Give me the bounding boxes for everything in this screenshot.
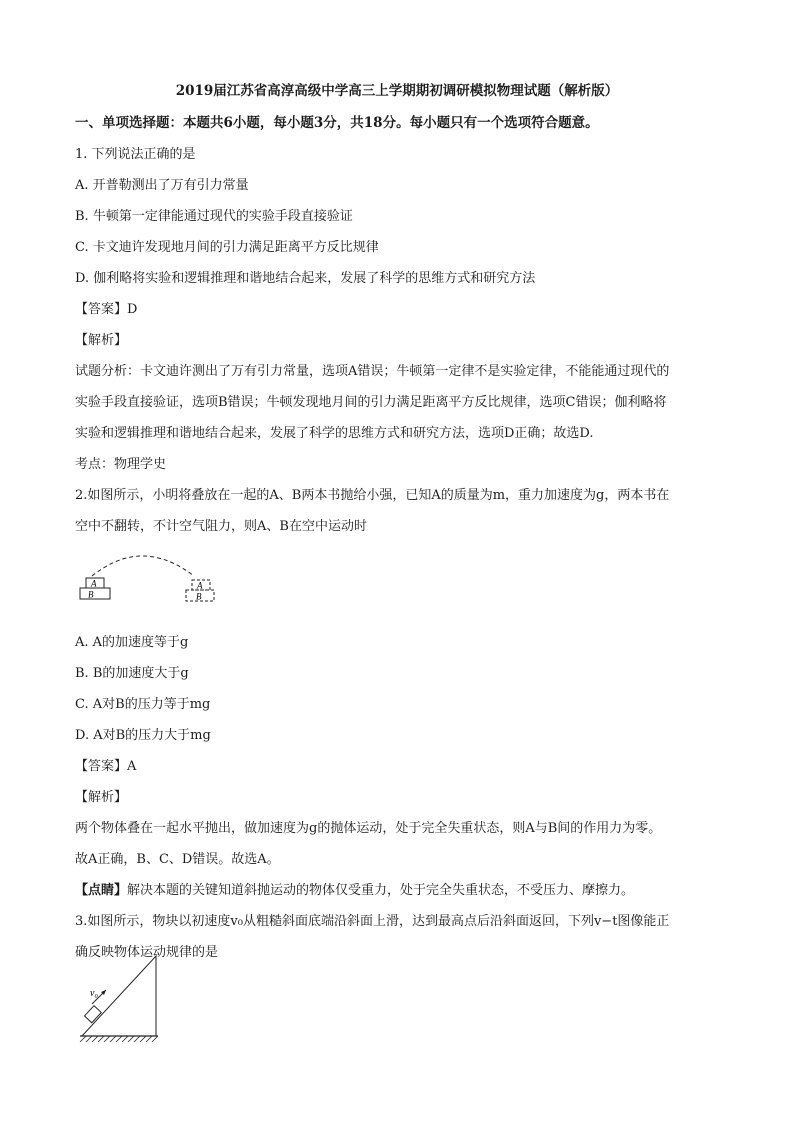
q2-figure-books-thrown [72, 550, 222, 610]
q2-analysis-line: 两个物体叠在一起水平抛出，做加速度为g的抛体运动，处于完全失重状态，则A与B间的作用力为零。 [75, 821, 662, 836]
q2-dianjing [75, 882, 634, 900]
q1-analysis-line: 实验手段直接验证，选项B错误；牛顿发现地月间的引力满足距离平方反比规律，选项C错误；伽利略将 [75, 395, 667, 410]
q2-option-c: C. A对B的压力等于mg [75, 697, 211, 712]
q2-stem-line: 2.如图所示，小明将叠放在一起的A、B两本书抛给小强，已知A的质量为m，重力加速度为g，两本书在 [75, 488, 670, 503]
q1-stem: 1. 下列说法正确的是 [75, 147, 196, 162]
book-b-start [80, 588, 110, 599]
q2-answer: 【答案】A [75, 759, 137, 774]
q1-answer: 【答案】D [75, 302, 138, 317]
q2-stem-line: 空中不翻转，不计空气阻力，则A、B在空中运动时 [75, 519, 367, 534]
q1-analysis-label: 【解析】 [75, 333, 128, 348]
q2-analysis-label: 【解析】 [75, 790, 128, 805]
q1-option-d: D. 伽利略将实验和逻辑推理和谐地结合起来，发展了科学的思维方式和研究方法 [75, 271, 536, 286]
q1-option-c: C. 卡文迪许发现地月间的引力满足距离平方反比规律 [75, 240, 379, 255]
q2-analysis-line: 故A正确，B、C、D错误。故选A。 [75, 852, 280, 867]
q3-stem-line: 3.如图所示，物块以初速度v₀从粗糙斜面底端沿斜面上滑，达到最高点后沿斜面返回，下列v−t图像能正 [75, 914, 670, 929]
ground-hatch [80, 1036, 158, 1042]
label-b-start: B [88, 589, 94, 600]
q2-dianjing-label: 【点睛】 [75, 883, 128, 898]
block [84, 1006, 101, 1023]
label-a-end: A [197, 580, 203, 591]
q3-stem-line: 确反映物体运动规律的是 [75, 945, 219, 960]
section-heading: 一、单项选择题：本题共6小题，每小题3分，共18分。每小题只有一个选项符合题意。 [75, 115, 599, 131]
label-b-end: B [196, 591, 202, 602]
q1-analysis-line: 试题分析：卡文迪许测出了万有引力常量，选项A错误；牛顿第一定律不是实验定律，不能能通过现代的 [75, 364, 670, 379]
q2-option-b: B. B的加速度大于g [75, 666, 189, 681]
q2-option-d: D. A对B的压力大于mg [75, 728, 211, 743]
q1-analysis-line: 实验和逻辑推理和谐地结合起来，发展了科学的思维方式和研究方法，选项D正确；故选D. [75, 426, 594, 441]
q1-option-b: B. 牛顿第一定律能通过现代的实验手段直接验证 [75, 209, 353, 224]
q3-figure-incline [72, 950, 172, 1045]
q1-option-a: A. 开普勒测出了万有引力常量 [75, 178, 249, 193]
v0-label: v₀ [90, 988, 98, 999]
q2-dianjing-text: 解决本题的关键知道斜抛运动的物体仅受重力，处于完全失重状态，不受压力、摩擦力。 [127, 883, 635, 898]
trajectory-path [92, 556, 194, 576]
document-title: 2019届江苏省高淳高级中学高三上学期期初调研模拟物理试题（解析版） [175, 83, 619, 99]
q1-kaodian: 考点：物理学史 [75, 457, 167, 472]
label-a-start: A [91, 578, 97, 589]
q2-option-a: A. A的加速度等于g [75, 635, 189, 650]
